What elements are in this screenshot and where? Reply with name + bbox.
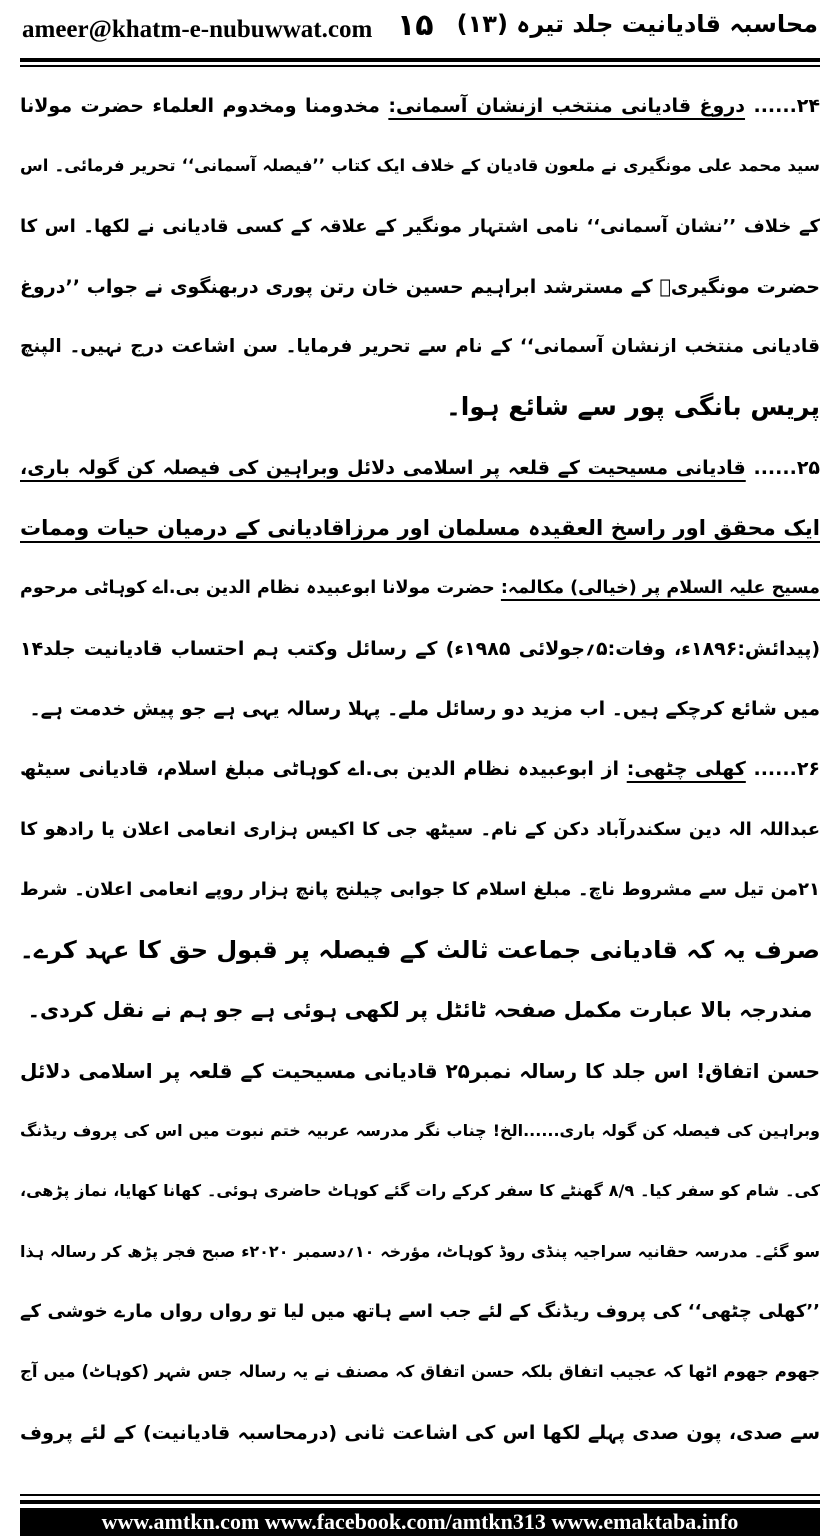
text-segment: میں شائع کرچکے ہیں۔ اب مزید دو رسائل ملے۔ پہلا رسالہ یہی ہے جو پیش خدمت ہے۔ xyxy=(29,697,820,720)
text-segment: جھوم جھوم اٹھا کہ عجیب اتفاق بلکہ حسن اتفاق کہ مصنف نے یہ رسالہ جس شہر (کوہاٹ) میں آج xyxy=(20,1362,820,1382)
text-segment: سے صدی، پون صدی پہلے لکھا اس کی اشاعت ثانی (درمحاسبہ قادیانیت) کے لئے پروف xyxy=(20,1421,820,1444)
page-number: ۱۵ xyxy=(397,8,434,43)
underlined-heading: کھلی چٹھی: xyxy=(626,758,746,781)
text-segment: حضرت مونگیریؒ کے مسترشد ابراہیم حسین خان رتن پوری دربھنگوی نے جواب ’’دروغ xyxy=(20,275,820,298)
text-line xyxy=(20,619,820,679)
header-rule xyxy=(20,58,820,62)
text-segment: از ابوعبیدہ نظام الدین بی.اے کوہاٹی مبلغ اسلام، قادیانی سیٹھ xyxy=(20,758,627,781)
underlined-heading: دروغ قادیانی منتخب ازنشان آسمانی: xyxy=(388,95,746,117)
text-line xyxy=(20,1101,820,1161)
text-line xyxy=(20,1403,820,1463)
underlined-heading: ایک محقق اور راسخ العقیدہ مسلمان اور مرزاقادیانی کے درمیان حیات وممات xyxy=(20,516,820,541)
text-line xyxy=(20,197,820,257)
text-line xyxy=(20,1041,820,1101)
book-title: محاسبہ قادیانیت جلد تیرہ (۱۳) xyxy=(456,10,818,38)
footer-links-bar xyxy=(20,1508,820,1536)
text-segment: سو گئے۔ مدرسہ حقانیہ سراجیہ پنڈی روڈ کوہاٹ، مؤرخہ ۱۰؍دسمبر ۲۰۲۰ء صبح فجر پڑھ کر رسالہ ہذا xyxy=(20,1241,820,1261)
text-segment: (پیدائش:۱۸۹۶ء، وفات:۵؍جولائی ۱۹۸۵ء) کے رسائل وکتب ہم احتساب قادیانیت جلد۱۴ xyxy=(20,637,820,660)
text-line xyxy=(20,980,820,1040)
text-line xyxy=(20,1282,820,1342)
text-segment: ۲۴...... xyxy=(745,95,820,117)
text-line xyxy=(20,317,820,377)
text-line xyxy=(20,679,820,739)
footer-rule-thin xyxy=(20,1494,820,1496)
page-body xyxy=(20,76,820,1463)
text-segment: کے خلاف ’’نشان آسمانی‘‘ نامی اشتہار مونگیر کے علاقہ کے کسی قادیانی نے لکھا۔ اس کا xyxy=(20,215,820,237)
text-line xyxy=(20,920,820,980)
header-email: ameer@khatm-e-nubuwwat.com xyxy=(22,16,373,43)
text-segment: ۲۱من تیل سے مشروط ناچ۔ مبلغ اسلام کا جوابی چیلنج پانچ ہزار روپے انعامی اعلان۔ شرط xyxy=(20,878,820,900)
text-segment: حسن اتفاق! اس جلد کا رسالہ نمبر۲۵ قادیانی مسیحیت کے قلعہ پر اسلامی دلائل xyxy=(20,1058,820,1083)
text-line xyxy=(20,800,820,860)
text-line xyxy=(20,136,820,196)
text-line xyxy=(20,76,820,136)
text-segment: ۲۵...... xyxy=(745,456,820,479)
text-segment: حضرت مولانا ابوعبیدہ نظام الدین بی.اے کوہاٹی مرحوم xyxy=(20,578,501,599)
text-line xyxy=(20,377,820,437)
text-segment: ’’کھلی چٹھی‘‘ کی پروف ریڈنگ کے لئے جب اسے ہاتھ میں لیا تو رواں رواں مارے خوشی کے xyxy=(20,1300,820,1322)
text-line xyxy=(20,438,820,498)
text-segment: مخدومنا ومخدوم العلماء حضرت مولانا xyxy=(20,95,389,117)
text-segment: قادیانی منتخب ازنشان آسمانی‘‘ کے نام سے تحریر فرمایا۔ سن اشاعت درج نہیں۔ الپنچ xyxy=(20,336,820,358)
underlined-heading: مسیح علیہ السلام پر (خیالی) مکالمہ: xyxy=(500,578,820,599)
page-header xyxy=(22,8,818,56)
footer-links: www.amtkn.com www.facebook.com/amtkn313 www.emaktaba.info xyxy=(101,1509,739,1534)
text-line xyxy=(20,1222,820,1282)
text-segment: صرف یہ کہ قادیانی جماعت ثالث کے فیصلہ پر قبول حق کا عہد کرے۔ xyxy=(20,936,820,965)
text-segment: کی۔ شام کو سفر کیا۔ ۸/۹ گھنٹے کا سفر کرکے رات گئے کوہاٹ حاضری ہوئی۔ کھانا کھایا، نماز پڑھی، xyxy=(20,1181,820,1201)
text-line xyxy=(20,739,820,799)
text-line xyxy=(20,558,820,618)
text-segment: پریس بانگی پور سے شائع ہوا۔ xyxy=(446,392,820,422)
text-line xyxy=(20,1161,820,1221)
text-segment: ۲۶...... xyxy=(745,758,820,781)
header-rule-thin xyxy=(20,65,820,67)
text-line xyxy=(20,257,820,317)
text-segment: مندرجہ بالا عبارت مکمل صفحہ ٹائٹل پر لکھی ہوئی ہے جو ہم نے نقل کردی۔ xyxy=(27,998,813,1023)
text-segment: عبداللہ الہ دین سکندرآباد دکن کے نام۔ سیٹھ جی کا اکیس ہزاری انعامی اعلان یا رادھو کا xyxy=(20,818,820,840)
text-line xyxy=(20,498,820,558)
text-segment: وبراہین کی فیصلہ کن گولہ باری......الخ! چناب نگر مدرسہ عربیہ ختم نبوت میں اس کی پروف ریڈنگ xyxy=(20,1121,820,1141)
text-line xyxy=(20,860,820,920)
underlined-heading: قادیانی مسیحیت کے قلعہ پر اسلامی دلائل وبراہین کی فیصلہ کن گولہ باری، xyxy=(20,456,746,479)
text-segment: سید محمد علی مونگیری نے ملعون قادیان کے خلاف ایک کتاب ’’فیصلہ آسمانی‘‘ تحریر فرمائی۔ اس xyxy=(20,156,820,176)
text-line xyxy=(20,1342,820,1402)
footer-rule xyxy=(20,1500,820,1504)
